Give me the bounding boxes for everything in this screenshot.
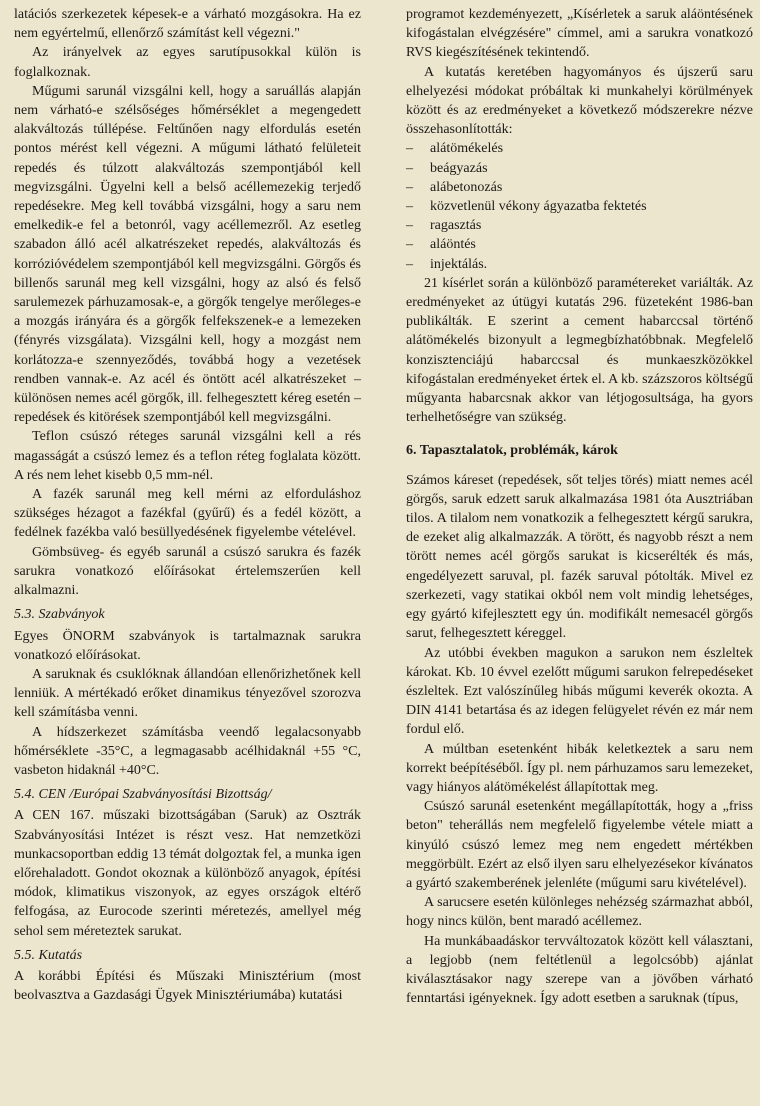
list-item: – injektálás. — [406, 255, 753, 274]
section-heading-5-5: 5.5. Kutatás — [14, 947, 83, 963]
paragraph: Teflon csúszó réteges sarunál vizsgálni kell a rés magasságát a csúszó lemez és a teflon réteg foglalata között. A rés nem lehet kisebb 0,5 mm-nél. — [14, 429, 361, 483]
paragraph: programot kezdeményezett, „Kísérletek a saruk aláöntésének kifogástalan elvégzésére" címmel, ami a sarukra vonatkozó RVS kiegészítésének tekintendő. — [406, 7, 753, 61]
left-column — [14, 5, 361, 1005]
paragraph: Ha munkábaadáskor tervváltozatok között kell választani, a legjobb (nem feltétlenül a legolcsóbb) ajánlat kiválasztásakor nagy szerepe van a jövőben várható fenntartási igényeknek. Így adott esetben a saruknak (típus, — [406, 933, 753, 1007]
section-heading-6: 6. Tapasztalatok, problémák, károk — [406, 443, 618, 459]
paragraph: Az irányelvek az egyes sarutípusokkal külön is foglalkoznak. — [14, 45, 361, 80]
paragraph: A CEN 167. műszaki bizottságában (Saruk) az Osztrák Szabványosítási Intézet is részt vesz. Hat nemzetközi munkacsoportban eddig 13 témát dolgoztak fel, a munka igen előrehaladott. Gondot okoznak a különböző anyagok, építési módok, klimatikus viszonyok, az egyes országok eltérő felfogása, az Eurocode szerinti méretezés, amellyel még sehol sem méreteztek sarukat. — [14, 808, 361, 939]
paragraph: Műgumi sarunál vizsgálni kell, hogy a saruállás alapján nem várható-e szélsőséges hőmérséklet a megengedett alakváltozás túllépése. Feltűnően nagy elfordulás esetén pontos mérést kell végezni. A műgumi látható felületeit repedés és túlzott alakváltozás szempontjából kell megvizsgálni. Ügyelni kell a belső acéllemezekig terjedő repedésekre. Meg kell továbbá vizsgálni, hogy a saru nem emelkedik-e fel a betonról, vagy acéllemezről. Az esetleg szabadon álló acél alkatrészeket repedés, alakváltozás és korrózióvédelem szempontjából kell megvizsgálni. Görgős és billenős sarunál meg kell vizsgálni, hogy az alsó és felső sarulemezek párhuzamosak-e, a görgők tengelye merőleges-e a mozgás irányára és a görgők felfekszenek-e a lemezeken (fényrés vizsgálata). Vizsgálni kell, hogy a mozgást nem korlátozza-e szennyeződés, továbbá hogy a vezetések rendben vannak-e. Az acél és öntött acél alkatrészeket – különösen nemes acél görgők, ill. felhegesztett kéreg esetén – repedések és kitörések szempontjából kell megvizsgálni. — [14, 83, 361, 426]
paragraph: Számos káreset (repedések, sőt teljes törés) miatt nemes acél görgős, saruk edzett saruk alkalmazása 1981 óta Ausztriában tilos. A tilalom nem vonatkozik a felhegesztett kérgű sarukra, de ezeket alig alkalmazzák. A törött, és nagyobb részt a nem törött nemes acél görgős sarukat is kicserélték és más, engedélyezett saruval, pl. fazék saruval pótolták. Mivel ez szerkezeti, vagy statikai okból nem volt mindig lehetséges, egy gyártó kifejlesztett egy ún. modifikált nemesacél görgős sarut, felhegesztett kéreggel. — [406, 472, 753, 642]
paragraph: A korábbi Építési és Műszaki Minisztérium (most beolvasztva a Gazdasági Ügyek Minisztériumába) kutatási — [14, 968, 361, 1004]
right-column — [406, 5, 753, 1008]
paragraph: A múltban esetenként hibák keletkeztek a saru nem korrekt beépítéséből. Így pl. nem párhuzamos saru lemezeket, vagy hiányos alátömékelést állapítottak meg. — [406, 741, 753, 795]
paragraph: A fazék sarunál meg kell mérni az elforduláshoz szükséges hézagot a fazékfal (gyűrű) és a fedél között, a fedélnek fazékba való besüllyedésének figyelembe vételével. — [14, 487, 361, 541]
paragraph: Az utóbbi években magukon a sarukon nem észleltek károkat. Kb. 10 évvel ezelőtt műgumi sarukon felrepedéseket észleltek. Ezt valószínűleg hibás műgumi keverék okozta. A DIN 4141 betartása és az idegen felügyelet révén ez már nem fordul elő. — [406, 645, 753, 738]
section-heading-5-3: 5.3. Szabványok — [14, 607, 105, 623]
list-item: – beágyazás — [406, 159, 753, 178]
paragraph: Gömbsüveg- és egyéb sarunál a csúszó sarukra és fazék sarukra vonatkozó előírásokat értelemszerűen kell alkalmazni. — [14, 544, 361, 599]
list-item: – ragasztás — [406, 216, 753, 235]
paragraph: Egyes ÖNORM szabványok is tartalmaznak sarukra vonatkozó előírásokat. — [14, 628, 361, 663]
paragraph: latációs szerkezetek képesek-e a várható mozgásokra. Ha ez nem egyértelmű, ellenőrző számítást kell végezni." — [14, 7, 361, 42]
paragraph: 21 kísérlet során a különböző paramétereket variálták. Az eredményeket az útügyi kutatás 296. füzeteként 1986-ban publikálták. E szerint a cement habarccsal történő alátömékelés bizonyult a legmegbízhatóbbnak. Megfelelő konzisztenciájú habarccsal és munkaeszközökkel kifogástalan eredményeket értek el. A kb. százszoros költségű műgyanta habarcsnak akkor van létjogosultsága, ha gyors terhelhetőségre van szükség. — [406, 275, 753, 426]
paragraph: Csúszó sarunál esetenként megállapították, hogy a „friss beton" teherállás nem megfelelő figyelembe vétele miatt a kinyúló csúszó lemez meg nem engedett mértékben meggörbült. Ezért az első ilyen saru elhelyezésekor kívánatos a gyártó szakemberének jelenléte (műgumi saru kivételével). — [406, 799, 753, 891]
list-item: – alátömékelés — [406, 139, 753, 158]
paragraph: A kutatás keretében hagyományos és újszerű saru elhelyezési módokat próbáltak ki munkahelyi körülmények között és az eredményeket a következő módszerekre nézve összehasonlították: — [406, 64, 753, 138]
method-list — [406, 139, 753, 273]
paragraph: A hídszerkezet számításba veendő legalacsonyabb hőmérséklete -35°C, a legmagasabb acélhidaknál +55 °C, vasbeton hidaknál +40°C. — [14, 724, 361, 778]
paragraph: A sarucsere esetén különleges nehézség származhat abból, hogy nincs külön, bent maradó acéllemez. — [406, 895, 753, 930]
paragraph: A saruknak és csuklóknak állandóan ellenőrizhetőnek kell lenniük. A mértékadó erőket dinamikus tényezővel szorozva kell számításba venni. — [14, 666, 361, 721]
section-heading-5-4: 5.4. CEN /Európai Szabványosítási Bizottság/ — [14, 787, 272, 803]
list-item: – aláöntés — [406, 235, 753, 254]
list-item: – alábetonozás — [406, 178, 753, 197]
list-item: – közvetlenül vékony ágyazatba fektetés — [406, 197, 753, 216]
